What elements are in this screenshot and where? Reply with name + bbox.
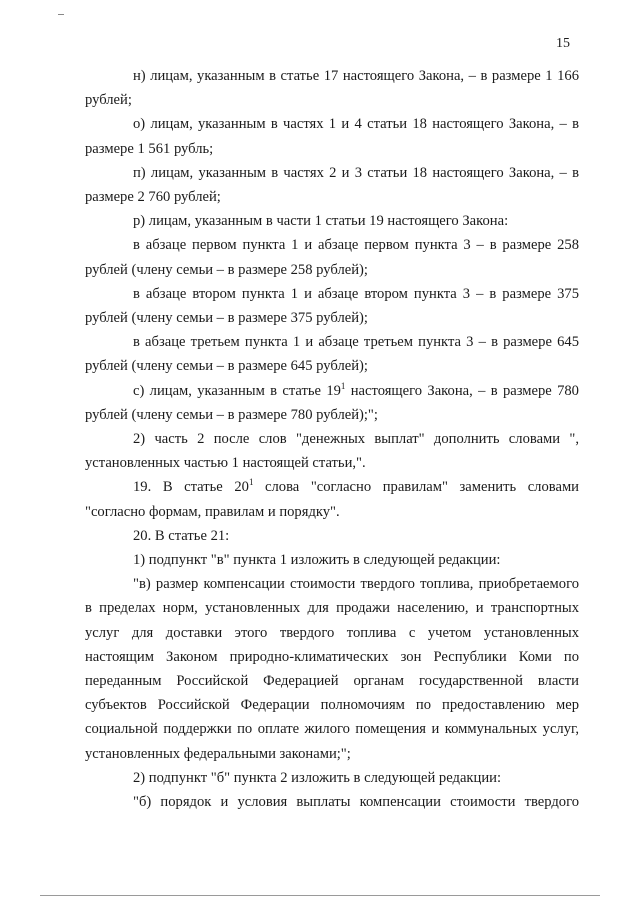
- paragraph-text: в абзаце третьем пункта 1 и абзаце третьем пункта 3 – в размере 645 рублей (члену семьи – в размере 645 рублей);: [85, 334, 579, 375]
- paragraph: [85, 282, 579, 330]
- scan-bottom-line: [40, 895, 600, 896]
- paragraph: [85, 548, 579, 572]
- paragraph-text: 1) подпункт "в" пункта 1 изложить в следующей редакции:: [133, 552, 501, 569]
- paragraph-text: настоящего Закона, – в размере 780 рублей (члену семьи – в размере 780 рублей);";: [85, 382, 579, 423]
- superscript: 1: [248, 477, 254, 488]
- paragraph: [85, 161, 579, 209]
- paragraph-text: р) лицам, указанным в части 1 статьи 19 настоящего Закона:: [133, 213, 509, 230]
- paragraph: [85, 330, 579, 378]
- paragraph: [85, 475, 579, 523]
- paragraph-text: 2) часть 2 после слов "денежных выплат" дополнить словами ", установленных частью 1 настоящей статьи,".: [85, 431, 579, 472]
- superscript: 1: [340, 380, 346, 391]
- page-number: 15: [556, 36, 570, 51]
- scan-edge-mark: [58, 14, 64, 15]
- paragraph-text: в абзаце втором пункта 1 и абзаце втором пункта 3 – в размере 375 рублей (члену семьи – в размере 375 рублей);: [85, 285, 579, 327]
- paragraph-text: слова "согласно правилам" заменить словами "согласно формам, правилам и порядку".: [85, 479, 579, 520]
- paragraph: [85, 766, 579, 790]
- paragraph-text: н) лицам, указанным в статье 17 настоящего Закона, – в размере 1 166 рублей;: [85, 68, 579, 109]
- paragraph: [85, 427, 579, 475]
- paragraph: [85, 572, 579, 766]
- paragraph-text: с) лицам, указанным в статье 19: [133, 382, 341, 399]
- paragraph-text: 19. В статье 20: [133, 479, 249, 496]
- paragraph: [85, 379, 579, 427]
- paragraph-text: 2) подпункт "б" пункта 2 изложить в следующей редакции:: [133, 769, 501, 786]
- paragraph-text: в абзаце первом пункта 1 и абзаце первом пункта 3 – в размере 258 рублей (члену семьи – в размере 258 рублей);: [85, 237, 579, 278]
- paragraph-text: "в) размер компенсации стоимости твердого топлива, приобретаемого в пределах норм, установленных для продажи населению, и транспортных услуг для доставки этого твердого топлива с учетом установленных настоящим Законом природно-климатических зон Республики Коми по переданным Российской Федерацией органам государственной власти субъектов Российской Федерации полномочиям по предоставлению мер социальной поддержки по оплате жилого помещения и коммунальных услуг, установленных федеральными законами;";: [85, 576, 579, 762]
- paragraph-text: "б) порядок и условия выплаты компенсации стоимости твердого: [133, 794, 579, 811]
- paragraph: [85, 790, 579, 814]
- paragraph: [85, 64, 579, 112]
- paragraph-text: 20. В статье 21:: [133, 527, 230, 544]
- paragraph-text: о) лицам, указанным в частях 1 и 4 статьи 18 настоящего Закона, – в размере 1 561 рубль;: [85, 116, 579, 157]
- document-body: [85, 64, 579, 814]
- paragraph: [85, 524, 579, 548]
- paragraph-text: п) лицам, указанным в частях 2 и 3 статьи 18 настоящего Закона, – в размере 2 760 рублей;: [85, 164, 579, 206]
- paragraph: [85, 112, 579, 160]
- paragraph: [85, 209, 579, 233]
- paragraph: [85, 233, 579, 281]
